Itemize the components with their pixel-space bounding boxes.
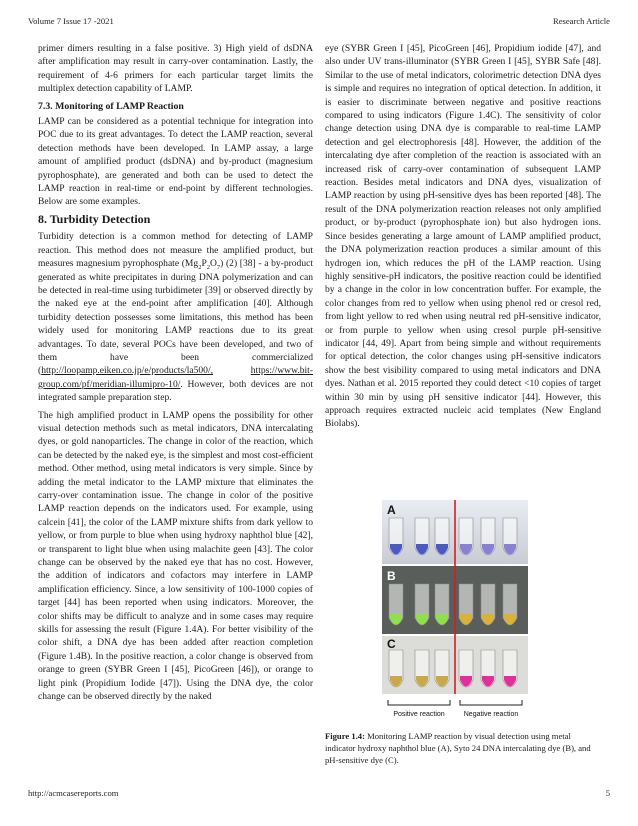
panel-b-label: B: [387, 569, 396, 583]
positive-reaction-label: Positive reaction: [393, 711, 445, 718]
paragraph: The high amplified product in LAMP opens the possibility for other visual detection methods such as metal indicators, DNA intercalating dyes, or gold nanoparticles. The change in color of the reaction, which can be detected by the naked eye, is the simplest and most cost-efficient method. Other method, using metal indicators is very simple. Since by adding the metal indicator to the LAMP mixture that eliminates the carry-over contamination issue. The change in color of the positive LAMP reaction depends on the indicators used. For example, using calcein [41], the color of the LAMP mixture shifts from dark yellow to yellow, or from purple to blue when using hydroxy naphthol blue [42], or transparent to light blue when using malachite geen [43]. The color change can be observed by the naked eye that has no cost. However, the addition of indicators and cofactors may interfere in LAMP amplification efficiency. Since, a low sensitivity of 100-1000 copies of target [44] has been reported when using indicators. Moreover, the color shifts may be difficult to analyze and in some cases may require skills for assessing the result (Figure 1.4A). For better visibility of the color shift, a DNA dye has been added after reaction completion (Figure 1.4B). In the positive reaction, a color change is observed from orange to green (SYBR Green I [45], PicoGreen [46]), or orange to light pink (Propidium Iodide [47]). Using the DNA dye, the color change can be observed directly by the naked: [38, 409, 313, 703]
paragraph: LAMP can be considered as a potential technique for integration into POC due to its great advantages. To detect the LAMP reaction, several detection methods have been developed. In LAMP assay, a large amount of amplified product (dsDNA) and by-product (magnesium pyrophosphate), are generated and both can be used to detect the LAMP reaction in real-time or end-point by different technologies. Below are some examples.: [38, 116, 313, 208]
panel-c-label: C: [387, 637, 396, 651]
panel-a-label: A: [387, 503, 396, 517]
negative-bracket: [460, 700, 522, 705]
subsection-heading: 7.3. Monitoring of LAMP Reaction: [38, 100, 184, 112]
paragraph: primer dimers resulting in a false positive. 3) High yield of dsDNA after amplification may result in carry-over contamination. Lastly, the requirement of 4-6 primers for each particular target limits the multiplex detection capability of LAMP.: [38, 43, 313, 95]
journal-url: http://acmcasereports.com: [28, 788, 119, 798]
figure-caption: [325, 730, 601, 767]
left-column: [38, 42, 313, 708]
figure-caption-text: Monitoring LAMP reaction by visual detection using metal indicator hydroxy naphthol blue (A), Syto 24 DNA intercalating dye (B), and pH-sensitive dye (C).: [325, 731, 591, 766]
running-header: [28, 16, 610, 26]
paragraph: eye (SYBR Green I [45], PicoGreen [46], Propidium iodide [47], and also under UV trans-illuminator (SYBR Green I [45], SYBR Safe [48]. Similar to the use of metal indicators, colorimetric detection DNA dyes is simple and requires no integration of optical detection. In addition, it is easier to discriminate between negative and positive reactions compared to using indicators (Figure 1.4C). The sensitivity of color change detection using DNA dye is comparable to real-time LAMP detection and gel electrophoresis [48]. However, the addition of the intercalating dye after completion of the reaction is associated with an increased risk of carry-over contamination of subsequent LAMP reaction. Besides metal indicators and DNA dyes, visualization of LAMP reaction by using pH-sensitive dyes has been reported [48]. The result of the DNA polymerization reaction releases not only amplified product, or by-product (pyrophosphate ion) but also hydrogen ions. Since besides generating a large amount of LAMP amplified product, the DNA polymerization reaction produces a similar amount of this hydrogen ion, which reduces the pH of the LAMP reaction. Using highly sensitive-pH indicators, the positive reaction could be identified by a change in the color in low concentration buffer. For example, the color changes from red to yellow when using phenol red or cresol red, from light yellow to red when using neutral red pH-sensitive indicator, or from purple to yellow when using cresol purple pH-sensitive indicator [44, 49]. Apart from being simple and without requirements for optical detection, the color changes using pH-sensitive indicators show the best visibility compared to using metal indicators and DNA dyes. Nathan et al. 2015 reported they could detect <10 copies of target within 30 min by using pH sensitive indicator [44]. However, this approach requires extracted nucleic acid templates (New England Biolabs).: [325, 43, 601, 430]
figure-image: [382, 500, 528, 722]
positive-bracket: [388, 700, 450, 705]
negative-reaction-label: Negative reaction: [463, 711, 519, 718]
journal-volume: Volume 7 Issue 17 -2021: [28, 16, 114, 26]
page-number: 5: [605, 788, 610, 798]
right-column: [325, 42, 601, 435]
running-footer: [28, 788, 610, 798]
article-type: Research Article: [552, 16, 610, 26]
figure-caption-label: Figure 1.4:: [325, 731, 365, 741]
figure-lamp-tubes: [382, 500, 528, 722]
link-loopamp[interactable]: http://loopamp.eiken.co.jp/e/products/la500/,: [41, 365, 213, 377]
link-bit-group[interactable]: https://www.bit-group.com/pf/meridian-illumipro-10/: [38, 365, 313, 390]
section-heading: 8. Turbidity Detection: [38, 211, 151, 226]
paragraph-turbidity: Turbidity detection is a common method for detecting of LAMP reaction. This method does not measure the amplified product, but measures magnesium pyrophosphate $(Mg_2P_2O_7)$ (2) [38] - a by-product generated as white precipitates in during DNA polymerization and can be detected in real-time using turbidimeter [39] or observed directly by the naked eye at the end-point after amplification [40]. Although turbidity detection possesses some limitations, this method has been widely used for monitoring LAMP reactions due to its great advantages. To date, several POCs have been developed, and two of them have been commercialized (http://loopamp.eiken.co.jp/e/products/la500/, https://www.bit-group.com/pf/meridian-illumipro-10/. However, both devices are not integrated sample preparation step.: [38, 231, 313, 404]
